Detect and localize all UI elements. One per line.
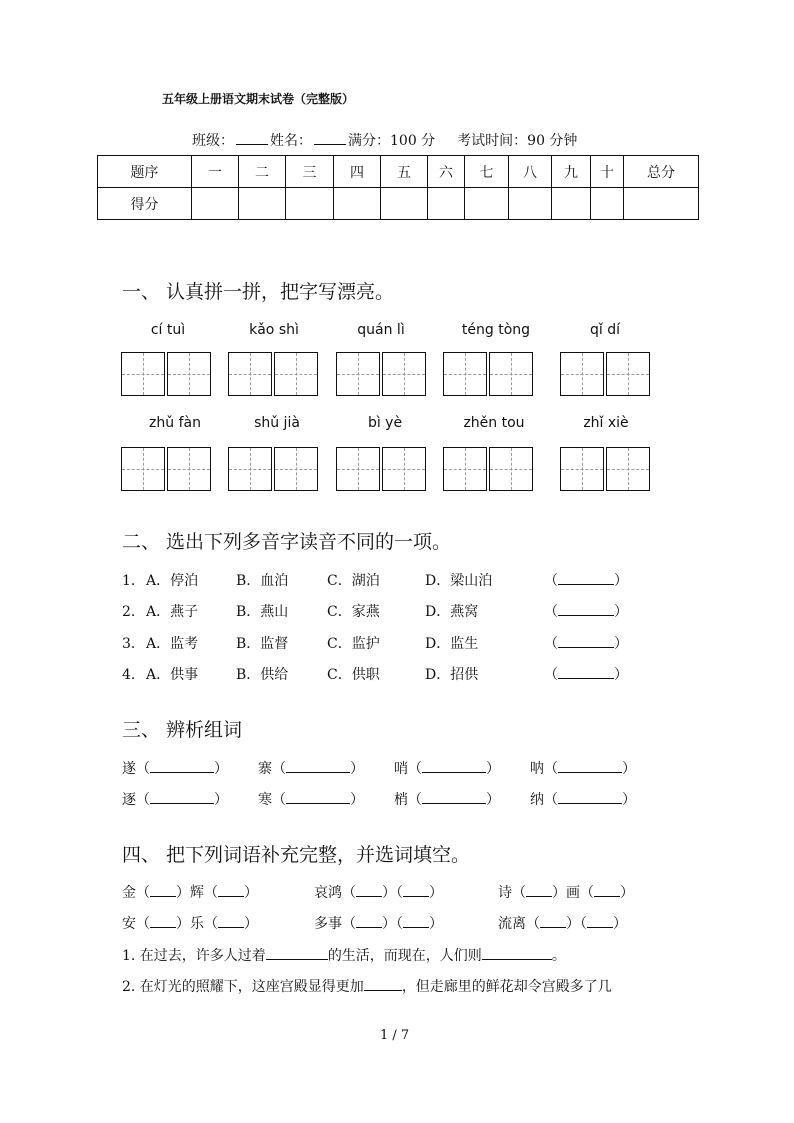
option-b: B．监督 (236, 636, 289, 652)
character: 纳 (530, 792, 544, 808)
answer-line[interactable] (558, 603, 614, 616)
score-header-cell: 六 (428, 156, 465, 188)
paren-open: （ (204, 885, 218, 901)
name-label: 姓名： (270, 133, 312, 149)
idiom-char: 辉 (190, 885, 204, 901)
writing-box[interactable] (489, 352, 533, 396)
writing-box[interactable] (560, 447, 604, 491)
idiom-blank[interactable] (356, 915, 382, 928)
option-c: C．湖泊 (327, 573, 380, 589)
score-header-cell: 三 (286, 156, 334, 188)
pinyin-label: cí tuì (150, 322, 186, 338)
pinyin-label: zhǐ xiè (583, 415, 629, 431)
option-d: D．监生 (425, 636, 479, 652)
score-cell[interactable] (552, 188, 591, 220)
answer-blank[interactable] (544, 664, 628, 684)
writing-box[interactable] (336, 447, 380, 491)
paren-open: （ (408, 761, 422, 777)
class-blank[interactable] (236, 132, 268, 145)
idiom-blank[interactable] (356, 884, 382, 897)
character: 呐 (530, 761, 544, 777)
sentence-text: 的生活，而现在，人们则 (327, 948, 482, 964)
score-cell[interactable] (428, 188, 465, 220)
word-blank[interactable] (558, 791, 622, 804)
answer-blank[interactable] (544, 570, 628, 590)
option-b: B．供给 (236, 667, 289, 683)
section-2-title: 二、 选出下列多音字读音不同的一项。 (122, 531, 452, 553)
paren-open: （ (526, 916, 540, 932)
paren-open: （ (544, 667, 558, 683)
paren-open: （ (342, 885, 356, 901)
paren-close: ） (613, 916, 627, 932)
idiom-blank[interactable] (403, 915, 429, 928)
word-item (258, 789, 364, 809)
option-c: C．家燕 (327, 604, 380, 620)
idiom-char: 金 (122, 885, 136, 901)
pinyin-label: bì yè (367, 415, 403, 431)
writing-box[interactable] (121, 447, 165, 491)
word-blank[interactable] (286, 791, 350, 804)
word-item (258, 758, 364, 778)
score-header-cell: 五 (381, 156, 428, 188)
score-cell[interactable] (334, 188, 381, 220)
word-blank[interactable] (422, 760, 486, 773)
writing-box[interactable] (121, 352, 165, 396)
sentence-blank[interactable] (364, 978, 402, 991)
sentence-blank[interactable] (266, 947, 328, 960)
word-item (530, 789, 636, 809)
writing-box[interactable] (606, 447, 650, 491)
idiom-char: 哀鸿 (314, 885, 342, 901)
class-label: 班级： (192, 133, 234, 149)
paren-open: （ (136, 761, 150, 777)
word-item (530, 758, 636, 778)
sentence-text: 。 (551, 948, 566, 964)
paren-close: ） (176, 885, 190, 901)
paren-open: （ (272, 792, 286, 808)
writing-box[interactable] (606, 352, 650, 396)
paren-open: （ (580, 916, 587, 932)
paren-close: ） (382, 885, 396, 901)
writing-box[interactable] (489, 447, 533, 491)
score-cell[interactable] (286, 188, 334, 220)
idiom-blank[interactable] (218, 884, 244, 897)
section-3-title: 三、 辨析组词 (122, 719, 243, 741)
character: 逐 (122, 792, 136, 808)
paren-open: （ (544, 761, 558, 777)
idiom-blank[interactable] (403, 884, 429, 897)
word-item (394, 758, 500, 778)
paren-open: （ (136, 916, 150, 932)
score-header-cell: 总分 (624, 156, 699, 188)
pinyin-label: qǐ dí (589, 322, 621, 338)
score-cell[interactable] (381, 188, 428, 220)
section-4-title: 四、 把下列词语补充完整，并选词填空。 (122, 844, 471, 866)
character: 哨 (394, 761, 408, 777)
word-item (122, 789, 228, 809)
score-header-cell: 七 (465, 156, 509, 188)
score-header-cell: 题序 (98, 156, 192, 188)
option-c: C．监护 (327, 636, 380, 652)
option-a: A．监考 (146, 636, 199, 652)
paren-close: ） (429, 885, 443, 901)
paren-close: ） (486, 761, 500, 777)
paren-close: ） (552, 885, 566, 901)
option-a: A．燕子 (146, 604, 199, 620)
word-item (394, 789, 500, 809)
writing-box[interactable] (274, 447, 318, 491)
paren-close: ） (350, 792, 364, 808)
pinyin-label: téng tòng (461, 322, 531, 338)
idiom-blank[interactable] (587, 915, 613, 928)
score-header-cell: 一 (192, 156, 239, 188)
option-b: B．血泊 (236, 573, 289, 589)
score-cell[interactable] (465, 188, 509, 220)
paren-close: ） (622, 761, 636, 777)
document-title: 五年级上册语文期末试卷（完整版） (162, 92, 355, 106)
writing-box[interactable] (382, 352, 426, 396)
idiom-char: 流离 (498, 916, 526, 932)
paren-close: ） (429, 916, 443, 932)
idiom-char: 画 (566, 885, 580, 901)
idiom-item (314, 913, 443, 933)
writing-box[interactable] (274, 352, 318, 396)
writing-box[interactable] (560, 352, 604, 396)
paren-open: （ (396, 885, 403, 901)
answer-line[interactable] (558, 635, 614, 648)
writing-box[interactable] (443, 352, 487, 396)
paren-close: ） (176, 916, 190, 932)
answer-blank[interactable] (544, 601, 628, 621)
answer-blank[interactable] (544, 633, 628, 653)
word-blank[interactable] (286, 760, 350, 773)
paren-close: ） (214, 792, 228, 808)
idiom-char: 安 (122, 916, 136, 932)
option-c: C．供职 (327, 667, 380, 683)
paren-open: （ (512, 885, 526, 901)
option-a: A．供事 (146, 667, 199, 683)
paren-open: （ (544, 573, 558, 589)
idiom-blank[interactable] (594, 884, 620, 897)
paren-open: （ (136, 792, 150, 808)
paren-close: ） (214, 761, 228, 777)
paren-close: ） (566, 916, 580, 932)
idiom-item (122, 913, 258, 933)
option-d: D．燕窝 (425, 604, 479, 620)
paren-close: ） (244, 916, 258, 932)
score-row-label: 得分 (98, 188, 192, 220)
question-number: 4． (122, 667, 145, 683)
paren-close: ） (350, 761, 364, 777)
idiom-blank[interactable] (540, 915, 566, 928)
paren-open: （ (408, 792, 422, 808)
writing-box[interactable] (167, 447, 211, 491)
paren-close: ） (614, 667, 628, 683)
idiom-item (314, 882, 443, 902)
paren-open: （ (272, 761, 286, 777)
score-cell[interactable] (239, 188, 286, 220)
score-header-cell: 八 (509, 156, 552, 188)
paren-open: （ (544, 636, 558, 652)
paren-open: （ (204, 916, 218, 932)
pinyin-label: zhǔ fàn (149, 415, 201, 431)
idiom-char: 诗 (498, 885, 512, 901)
character: 遂 (122, 761, 136, 777)
idiom-item (498, 913, 627, 933)
writing-box[interactable] (167, 352, 211, 396)
paren-open: （ (580, 885, 594, 901)
answer-line[interactable] (558, 666, 614, 679)
idiom-item (498, 882, 634, 902)
pinyin-label: kǎo shì (249, 322, 299, 338)
paren-open: （ (136, 885, 150, 901)
pinyin-label: zhěn tou (463, 415, 525, 431)
paren-open: （ (544, 792, 558, 808)
sentence-2 (122, 976, 612, 996)
writing-box[interactable] (336, 352, 380, 396)
paren-close: ） (622, 792, 636, 808)
paren-close: ） (486, 792, 500, 808)
paren-close: ） (614, 604, 628, 620)
sentence-1 (122, 945, 566, 965)
score-table (97, 155, 699, 220)
word-blank[interactable] (422, 791, 486, 804)
paren-open: （ (544, 604, 558, 620)
idiom-blank[interactable] (150, 915, 176, 928)
sentence-text: 1. 在过去，许多人过着 (122, 948, 266, 964)
writing-box[interactable] (443, 447, 487, 491)
word-item (122, 758, 228, 778)
character: 寒 (258, 792, 272, 808)
sentence-blank[interactable] (482, 947, 552, 960)
option-b: B．燕山 (236, 604, 289, 620)
option-a: A．停泊 (146, 573, 199, 589)
score-cell[interactable] (591, 188, 624, 220)
idiom-blank[interactable] (218, 915, 244, 928)
idiom-blank[interactable] (526, 884, 552, 897)
score-header-cell: 九 (552, 156, 591, 188)
character: 梢 (394, 792, 408, 808)
score-cell[interactable] (192, 188, 239, 220)
writing-box[interactable] (228, 352, 272, 396)
paren-open: （ (396, 916, 403, 932)
score-cell[interactable] (509, 188, 552, 220)
paren-close: ） (620, 885, 634, 901)
idiom-item (122, 882, 258, 902)
sentence-text: 2. 在灯光的照耀下，这座宫殿显得更加 (122, 979, 364, 995)
paren-close: ） (382, 916, 396, 932)
page-number: 1 / 7 (380, 1028, 410, 1043)
idiom-char: 乐 (190, 916, 204, 932)
pinyin-label: quán lì (357, 322, 405, 338)
writing-box[interactable] (228, 447, 272, 491)
paren-open: （ (342, 916, 356, 932)
score-header-cell: 二 (239, 156, 286, 188)
question-number: 1． (122, 573, 145, 589)
score-header-cell: 四 (334, 156, 381, 188)
word-blank[interactable] (558, 760, 622, 773)
sentence-text: ，但走廊里的鲜花却令宫殿多了几 (401, 979, 612, 995)
paren-close: ） (614, 636, 628, 652)
name-blank[interactable] (314, 132, 346, 145)
question-number: 3． (122, 636, 145, 652)
word-blank[interactable] (150, 791, 214, 804)
idiom-char: 多事 (314, 916, 342, 932)
score-table-header-row (98, 156, 699, 188)
paren-close: ） (614, 573, 628, 589)
section-1-title: 一、 认真拼一拼，把字写漂亮。 (122, 281, 395, 303)
answer-line[interactable] (558, 572, 614, 585)
score-cell[interactable] (624, 188, 699, 220)
score-header-cell: 十 (591, 156, 624, 188)
question-number: 2． (122, 604, 145, 620)
option-d: D．招供 (425, 667, 479, 683)
word-blank[interactable] (150, 760, 214, 773)
exam-time: 考试时间：90 分钟 (457, 133, 578, 149)
score-table-score-row (98, 188, 699, 220)
writing-box[interactable] (382, 447, 426, 491)
pinyin-label: shǔ jià (254, 415, 300, 431)
paren-close: ） (244, 885, 258, 901)
option-d: D．梁山泊 (425, 573, 493, 589)
idiom-blank[interactable] (150, 884, 176, 897)
character: 寨 (258, 761, 272, 777)
info-line (192, 130, 577, 150)
full-score: 满分：100 分 (348, 133, 436, 149)
